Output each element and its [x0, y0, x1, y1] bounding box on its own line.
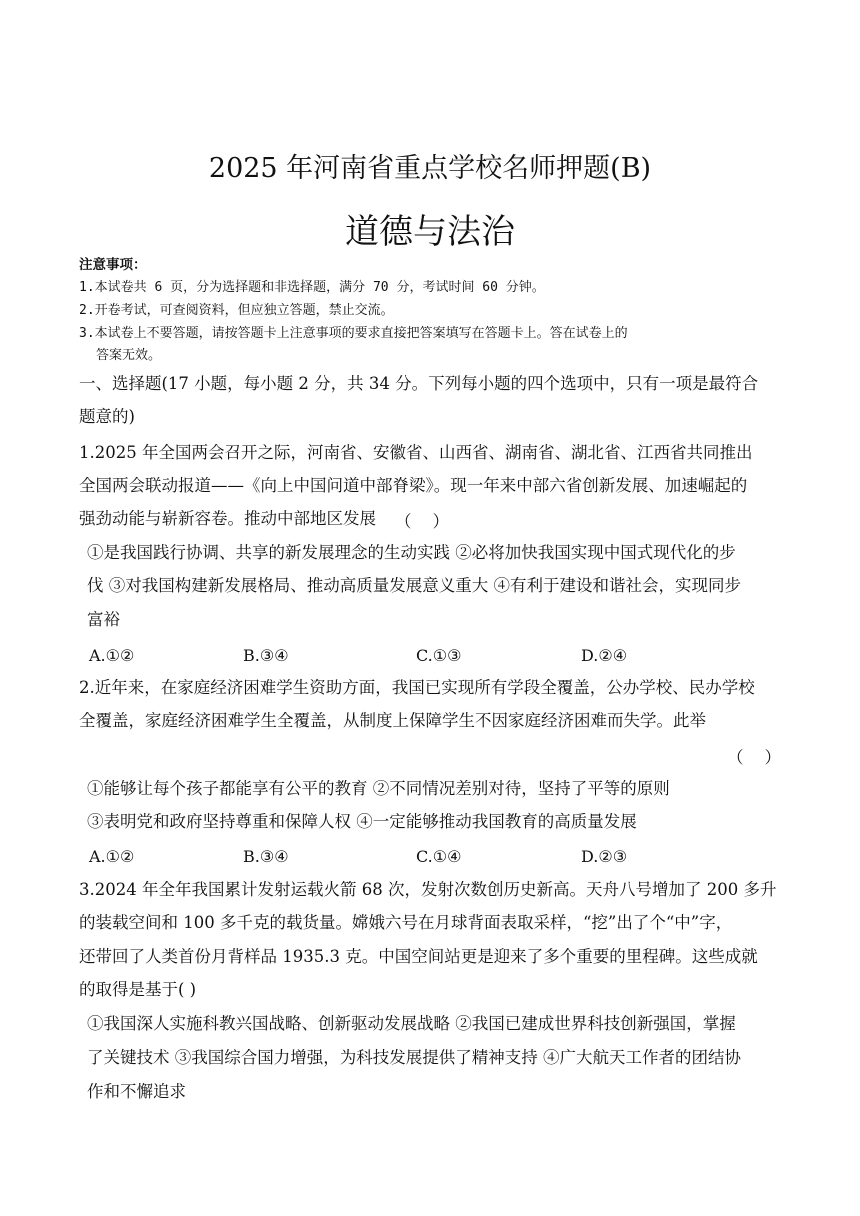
option-c: C.①④ [416, 847, 462, 866]
question-3-statement: 了关键技术 ③我国综合国力增强，为科技发展提供了精神支持 ④广大航天工作者的团结协 [87, 1048, 741, 1067]
option-d: D.②③ [581, 847, 628, 866]
notes-item-continued: 答案无效。 [96, 348, 162, 363]
section-heading-continued: 题意的) [79, 407, 135, 426]
option-b: B.③④ [243, 646, 289, 665]
question-1-stem: 强劲动能与崭新容卷。推动中部地区发展 [79, 509, 376, 528]
question-3-stem: 还带回了人类首份月背样品 1935.3 克。中国空间站更是迎来了多个重要的里程碑。这些成就 [79, 947, 758, 966]
question-1-stem: 全国两会联动报道——《向上中国问道中部脊梁》。现一年来中部六省创新发展、加速崛起的 [79, 476, 748, 495]
section-heading: 一、选择题(17 小题，每小题 2 分，共 34 分。下列每小题的四个选项中，只有一项是最符合 [79, 374, 759, 393]
question-1-stem: 1.2025 年全国两会召开之际，河南省、安徽省、山西省、湖南省、湖北省、江西省共同推出 [79, 443, 753, 462]
question-3-statement: ①我国深人实施科教兴国战略、创新驱动发展战略 ②我国已建成世界科技创新强国，掌握 [87, 1014, 736, 1033]
question-2-statement: ①能够让每个孩子都能享有公平的教育 ②不同情况差别对待，坚持了平等的原则 [87, 779, 670, 798]
question-2-stem: 2.近年来，在家庭经济困难学生资助方面，我国已实现所有学段全覆盖，公办学校、民办学校 [79, 678, 755, 697]
question-3-statement: 作和不懈追求 [87, 1082, 186, 1101]
answer-bracket: （ ） [727, 748, 781, 767]
question-2-stem: 全覆盖，家庭经济困难学生全覆盖，从制度上保障学生不因家庭经济困难而失学。此举 [79, 711, 706, 730]
subject-title: 道德与法治 [345, 212, 515, 252]
question-3-stem: 的装载空间和 100 多千克的载货量。嫦娥六号在月球背面表取采样，“挖”出了个“中”字， [79, 913, 733, 932]
question-2-statement: ③表明党和政府坚持尊重和保障人权 ④一定能够推动我国教育的高质量发展 [87, 812, 637, 831]
answer-bracket: （ ） [395, 512, 449, 531]
option-c: C.①③ [416, 646, 462, 665]
notes-item: 1.本试卷共 6 页，分为选择题和非选择题，满分 70 分，考试时间 60 分钟。 [79, 280, 545, 295]
question-1-statement: ①是我国践行协调、共享的新发展理念的生动实践 ②必将加快我国实现中国式现代化的步 [87, 543, 736, 562]
notes-item: 3.本试卷上不要答题，请按答题卡上注意事项的要求直接把答案填写在答题卡上。答在试卷上的 [79, 326, 628, 341]
question-1-statement: 富裕 [87, 610, 120, 629]
exam-title: 2025 年河南省重点学校名师押题(B) [208, 153, 652, 184]
notes-heading: 注意事项： [79, 257, 147, 273]
question-3-stem: 3.2024 年全年我国累计发射运载火箭 68 次，发射次数创历史新高。天舟八号增加了 200 多升 [79, 880, 777, 899]
option-a: A.①② [89, 646, 135, 665]
notes-item: 2.开卷考试，可查阅资料，但应独立答题，禁止交流。 [79, 303, 394, 318]
option-b: B.③④ [243, 847, 289, 866]
question-1-statement: 伐 ③对我国构建新发展格局、推动高质量发展意义重大 ④有利于建设和谐社会，实现同步 [87, 576, 741, 595]
option-d: D.②④ [581, 646, 628, 665]
question-3-stem: 的取得是基于( ) [79, 980, 197, 999]
option-a: A.①② [89, 847, 135, 866]
